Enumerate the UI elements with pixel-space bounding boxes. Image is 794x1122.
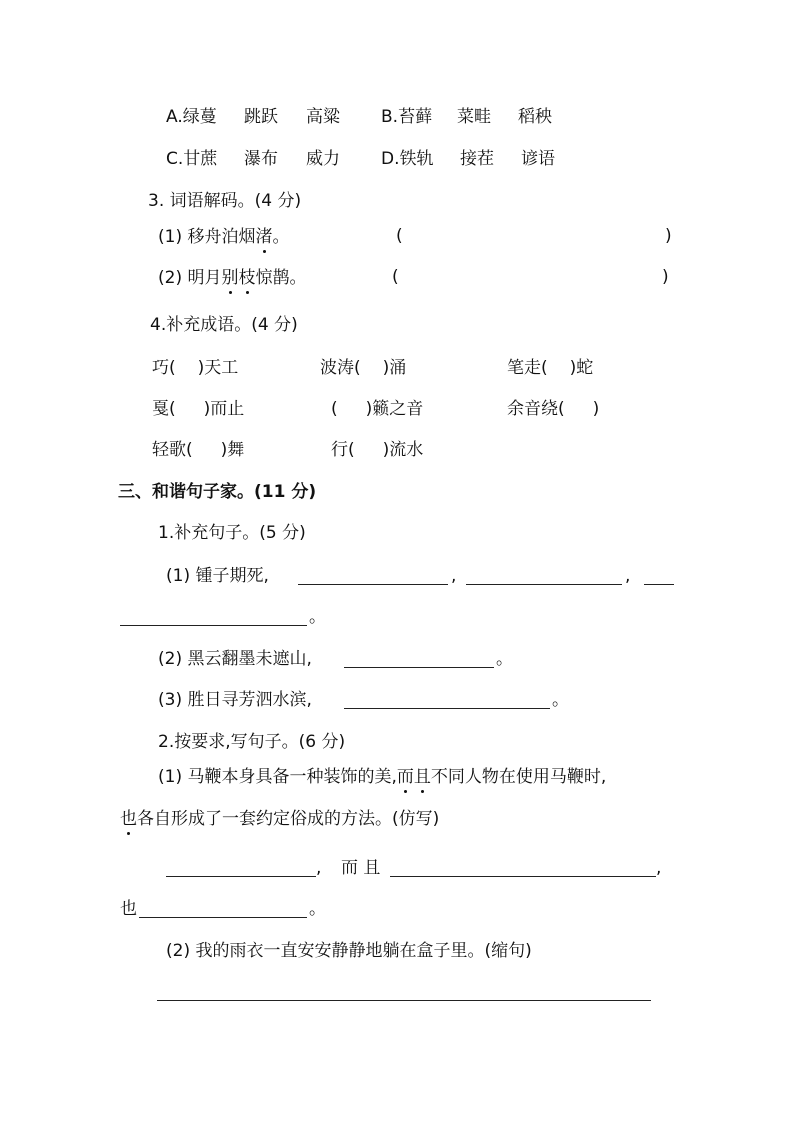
q3-item2-open-paren: ( <box>392 267 399 287</box>
s3-imitate-comma: , <box>316 858 322 878</box>
s3-imitate-erqie: 而 且 <box>341 858 381 878</box>
idiom-r2c2-b: )籁之音 <box>365 399 424 419</box>
q3-item1 <box>158 226 290 248</box>
s3-sentence3-text: 胜日寻芳泗水滨, <box>187 690 312 710</box>
option-d-word1: D.铁轨 <box>381 149 434 169</box>
s3-sentence1-comma-1: , <box>451 566 457 586</box>
s3-q2-p1-dotted-2: 且 <box>413 767 431 787</box>
q3-item1-dotted-char: 渚 <box>255 227 273 247</box>
idiom-r1c3-b: )蛇 <box>569 358 594 378</box>
s3-sentence1-text: 锺子期死, <box>195 566 269 586</box>
s3-q2-p1-line1 <box>158 766 606 788</box>
s3-q2-p1-line2-dotted: 也 <box>120 809 137 829</box>
s3-q2-p2-text: 我的雨衣一直安安静静地躺在盒子里。(缩句) <box>195 941 532 961</box>
s3-imitate-blank-2[interactable] <box>390 858 656 877</box>
idiom-r3c1 <box>152 439 244 461</box>
s3-q2-p1-dotted-1: 而 <box>396 767 414 787</box>
s3-imitate-period: 。 <box>309 899 326 919</box>
s3-sentence2-period: 。 <box>496 649 513 669</box>
idiom-r2c3-a: 余音绕( <box>507 399 565 419</box>
q3-item1-pre: 移舟泊烟 <box>187 227 256 247</box>
q3-item1-num: (1) <box>158 227 183 247</box>
idiom-r1c3 <box>507 357 593 379</box>
idiom-r2c1-a: 戛( <box>152 399 176 419</box>
s3-q2-p1-line2-text: 各自形成了一套约定俗成的方法。(仿写) <box>137 809 440 829</box>
idiom-r3c2-b: )流水 <box>382 440 424 460</box>
option-d-word3: 谚语 <box>521 149 555 169</box>
s3-imitate-blank-3[interactable] <box>139 899 307 918</box>
s3-sentence1-blank-1[interactable] <box>298 566 448 585</box>
s3-imitate-blank-1[interactable] <box>166 858 316 877</box>
s3-sentence2 <box>158 648 312 670</box>
s3-q2-p1-post: 不同人物在使用马鞭时, <box>430 767 607 787</box>
s3-sentence1-blank-3[interactable] <box>644 566 674 585</box>
s3-sentence3 <box>158 689 312 711</box>
s3-q2-p2-num: (2) <box>166 941 191 961</box>
option-a-word3: 高粱 <box>306 107 340 127</box>
q3-title: 3. 词语解码。(4 分) <box>148 191 302 211</box>
q4-title: 4.补充成语。(4 分) <box>150 315 298 335</box>
q3-item2-pre: 明月 <box>187 268 222 288</box>
q3-item2-dotted-char-2: 枝 <box>238 268 256 288</box>
q3-item2 <box>158 267 307 289</box>
s3-sentence1-blank-2[interactable] <box>466 566 622 585</box>
q3-item1-close-paren: ) <box>665 226 672 246</box>
option-b-word3: 稻秧 <box>518 107 552 127</box>
s3-q1-title: 1.补充句子。(5 分) <box>158 523 306 543</box>
idiom-r3c1-b: )舞 <box>220 440 245 460</box>
s3-q2-p1-num: (1) <box>158 767 183 787</box>
s3-sentence3-blank[interactable] <box>344 690 550 709</box>
s3-imitate-comma-2: , <box>656 858 662 878</box>
option-c-word2: 瀑布 <box>244 149 278 169</box>
s3-q2-p1-line2 <box>120 808 439 830</box>
idiom-r1c1-b: )天工 <box>197 358 239 378</box>
q3-item2-text <box>188 268 307 288</box>
idiom-r1c2 <box>320 357 406 379</box>
idiom-r2c1-b: )而止 <box>203 399 245 419</box>
s3-q2-title: 2.按要求,写句子。(6 分) <box>158 732 346 752</box>
s3-sentence1 <box>166 565 269 587</box>
q3-item2-post: 惊鹊。 <box>255 268 307 288</box>
s3-sentence2-text: 黑云翻墨未遮山, <box>187 649 312 669</box>
idiom-r3c2 <box>331 439 423 461</box>
s3-sentence3-num: (3) <box>158 690 183 710</box>
option-d-word2: 接茬 <box>460 149 494 169</box>
s3-sentence1-num: (1) <box>166 566 191 586</box>
idiom-r1c1-a: 巧( <box>152 358 176 378</box>
s3-q2-p1-pre: 马鞭本身具备一种装饰的美, <box>187 767 397 787</box>
s3-sentence2-num: (2) <box>158 649 183 669</box>
s3-sentence1-period: 。 <box>309 607 326 627</box>
idiom-r1c1 <box>152 357 238 379</box>
q3-item2-dotted-char-1: 别 <box>221 268 239 288</box>
option-b-word1: B.苔藓 <box>381 107 433 127</box>
section3-title: 三、和谐句子家。(11 分) <box>118 482 317 502</box>
q3-item1-text <box>188 227 290 247</box>
idiom-r1c3-a: 笔走( <box>507 358 548 378</box>
idiom-r3c1-a: 轻歌( <box>152 440 193 460</box>
q3-item1-open-paren: ( <box>396 226 403 246</box>
s3-shorten-blank[interactable] <box>157 982 651 1001</box>
s3-sentence1-comma-2: , <box>625 566 631 586</box>
s3-sentence3-period: 。 <box>552 690 569 710</box>
q3-item2-close-paren: ) <box>662 267 669 287</box>
s3-sentence2-blank[interactable] <box>344 649 494 668</box>
idiom-r2c3 <box>507 398 599 420</box>
s3-imitate-ye: 也 <box>120 899 137 919</box>
idiom-r2c1 <box>152 398 244 420</box>
option-a-word2: 跳跃 <box>244 107 278 127</box>
q3-item1-post: 。 <box>272 227 290 247</box>
q3-item2-num: (2) <box>158 268 183 288</box>
option-c-word3: 威力 <box>306 149 340 169</box>
idiom-r1c2-a: 波涛( <box>320 358 361 378</box>
s3-q2-p2 <box>166 940 532 962</box>
idiom-r2c3-b: ) <box>592 399 600 419</box>
option-a-word1: A.绿蔓 <box>166 107 217 127</box>
idiom-r1c2-b: )涌 <box>382 358 407 378</box>
idiom-r2c2-a: ( <box>331 399 338 419</box>
idiom-r3c2-a: 行( <box>331 440 355 460</box>
idiom-r2c2 <box>331 398 423 420</box>
option-c-word1: C.甘蔗 <box>166 149 218 169</box>
s3-sentence1-blank-3-cont[interactable] <box>120 607 307 626</box>
option-b-word2: 菜畦 <box>457 107 491 127</box>
